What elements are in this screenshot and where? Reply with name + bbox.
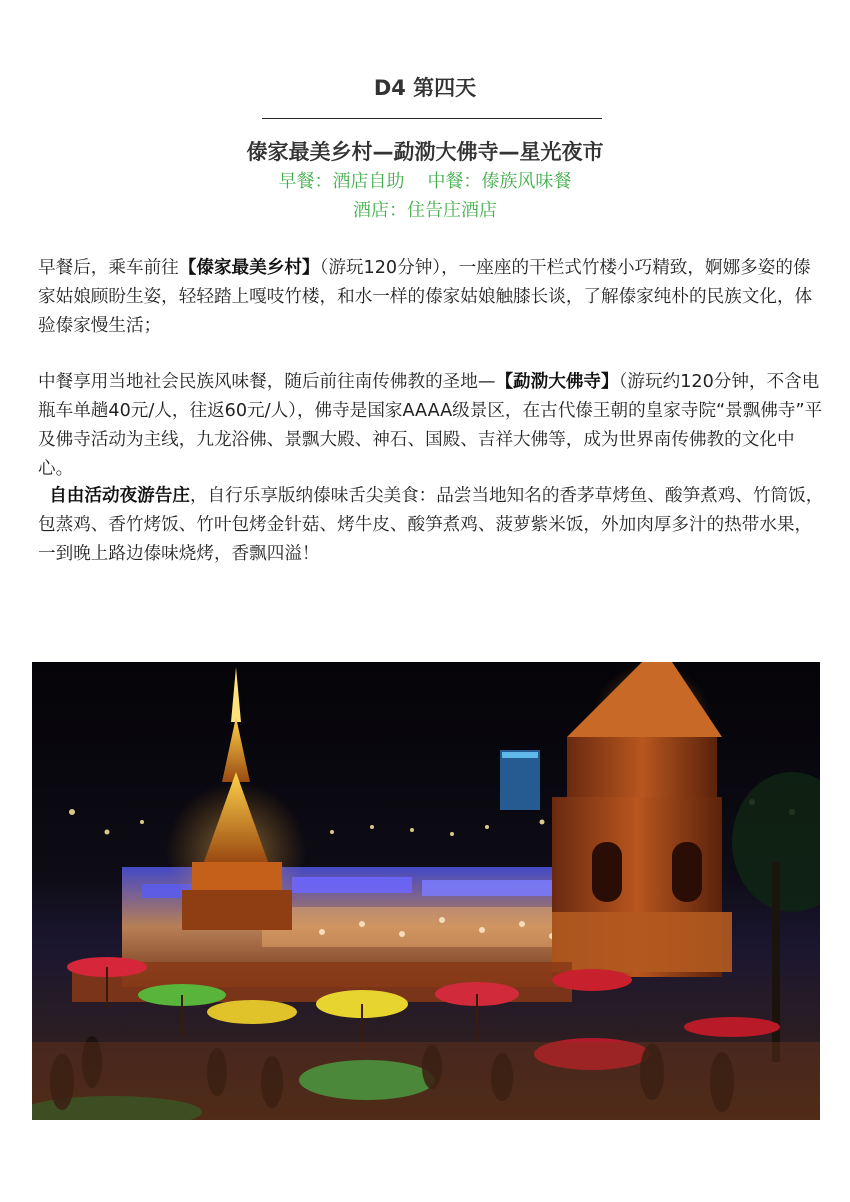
meal-info [0, 167, 850, 193]
paragraph-night-market [38, 482, 828, 569]
p1-rest: （游玩120分钟），一座座的干栏式竹楼小巧精致，婀娜多姿的傣家姑娘顾盼生姿，轻轻踏上嘎吱竹楼，和水一样的傣家姑娘触膝长谈，了解傣家纯朴的民族文化，体验傣家慢生活； [38, 258, 813, 336]
p2-lead: 中餐享用当地社会民族风味餐，随后前往南传佛教的圣地— [38, 372, 496, 392]
title-divider [262, 118, 602, 119]
p1-lead: 早餐后，乘车前往 [38, 258, 179, 278]
night-market-illustration [32, 662, 820, 1120]
paragraph-village [38, 254, 828, 341]
p1-highlight: 【傣家最美乡村】 [178, 258, 320, 278]
p2-highlight: 【勐泐大佛寺】 [495, 372, 619, 392]
day-title: D4 第四天 [373, 76, 477, 100]
p2-rest: （游玩约120分钟，不含电瓶车单趟40元/人，往返60元/人），佛寺是国家AAAA级景区，在古代傣王朝的皇家寺院“景飘佛寺”平及佛寺活动为主线，九龙浴佛、景飘大殿、神石、国殿、吉祥大佛等，成为世界南传佛教的文化中心。 [38, 372, 823, 479]
route-title: 傣家最美乡村—勐泐大佛寺—星光夜市 [246, 140, 604, 164]
p3-highlight: 自由活动夜游告庄 [49, 486, 190, 506]
hotel-info: 酒店：住告庄酒店 [353, 200, 497, 221]
paragraph-temple [38, 368, 828, 484]
breakfast-info: 早餐：酒店自助 [278, 171, 405, 192]
night-market-photo [32, 662, 820, 1120]
lunch-info: 中餐：傣族风味餐 [427, 171, 572, 192]
p3-rest: ，自行乐享版纳傣味舌尖美食：品尝当地知名的香茅草烤鱼、酸笋煮鸡、竹筒饭，包蒸鸡、香竹烤饭、竹叶包烤金针菇、烤牛皮、酸笋煮鸡、菠萝紫米饭，外加肉厚多汁的热带水果，一到晚上路边傣味烧烤，香飘四溢！ [38, 486, 824, 564]
